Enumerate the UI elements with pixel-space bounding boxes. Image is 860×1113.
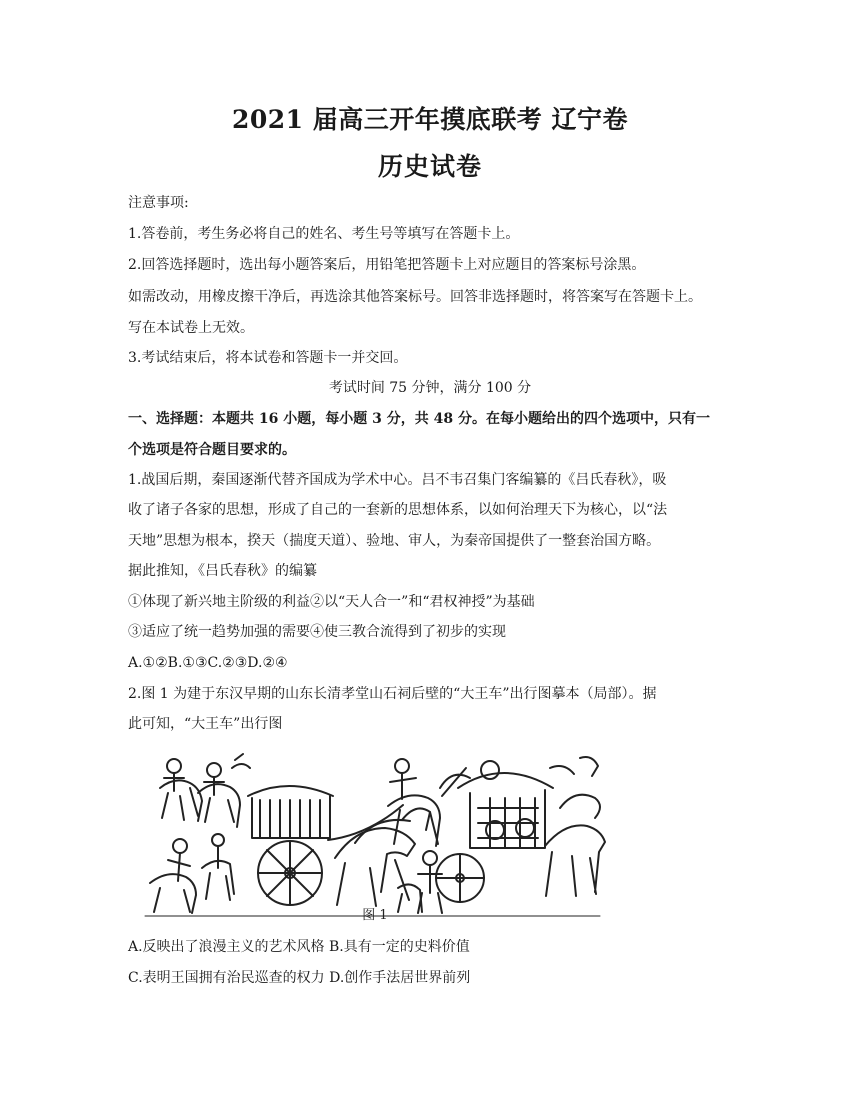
notice-item-2-end: 写在本试卷上无效。	[128, 320, 254, 336]
q1-stem-line2: 收了诸子各家的思想，形成了自己的一套新的思想体系，以如何治理天下为核心，以“法	[128, 502, 668, 518]
notice-heading: 注意事项:	[128, 195, 189, 211]
figure-1-procession-rubbing	[140, 748, 610, 923]
notice-item-3: 3.考试结束后，将本试卷和答题卡一并交回。	[128, 350, 408, 366]
exam-subtitle: 历史试卷	[377, 152, 482, 181]
q1-stem-line3: 天地”思想为根本，揆天（揣度天道）、验地、审人，为秦帝国提供了一整套治国方略。	[128, 533, 661, 549]
figure-caption: 图 1	[362, 908, 388, 923]
q1-stem-line4: 据此推知，《吕氏春秋》的编纂	[128, 563, 317, 579]
exam-info: 考试时间 75 分钟，满分 100 分	[328, 380, 532, 396]
q1-stem-line1: 1.战国后期，秦国逐渐代替齐国成为学术中心。吕不韦召集门客编纂的《吕氏春秋》，吸	[128, 472, 667, 488]
notice-item-2: 2.回答选择题时，选出每小题答案后，用铅笔把答题卡上对应题目的答案标号涂黑。	[128, 257, 646, 273]
q2-stem-line2: 此可知，“大王车”出行图	[128, 716, 283, 732]
q1-statements-line2: ③适应了统一趋势加强的需要④使三教合流得到了初步的实现	[128, 624, 506, 640]
section-heading-line2: 个选项是符合题目要求的。	[128, 442, 296, 458]
q2-options-line2: C.表明王国拥有治民巡查的权力 D.创作手法居世界前列	[128, 970, 471, 986]
notice-item-2-cont: 如需改动，用橡皮擦干净后，再选涂其他答案标号。回答非选择题时，将答案写在答题卡上。	[128, 289, 702, 305]
exam-title: 2021 届高三开年摸底联考 辽宁卷	[232, 105, 628, 134]
q2-options-line1: A.反映出了浪漫主义的艺术风格 B.具有一定的史料价值	[128, 939, 470, 955]
procession-illustration	[140, 748, 610, 923]
q1-statements-line1: ①体现了新兴地主阶级的利益②以“天人合一”和“君权神授”为基础	[128, 594, 535, 610]
notice-item-1: 1.答卷前，考生务必将自己的姓名、考生号等填写在答题卡上。	[128, 226, 520, 242]
q1-options: A.①②B.①③C.②③D.②④	[128, 655, 288, 671]
q2-stem-line1: 2.图 1 为建于东汉早期的山东长清孝堂山石祠后壁的“大王车”出行图摹本（局部）。据	[128, 686, 657, 702]
section-heading-line1: 一、选择题：本题共 16 小题，每小题 3 分，共 48 分。在每小题给出的四个选项中，只有一	[128, 411, 710, 427]
